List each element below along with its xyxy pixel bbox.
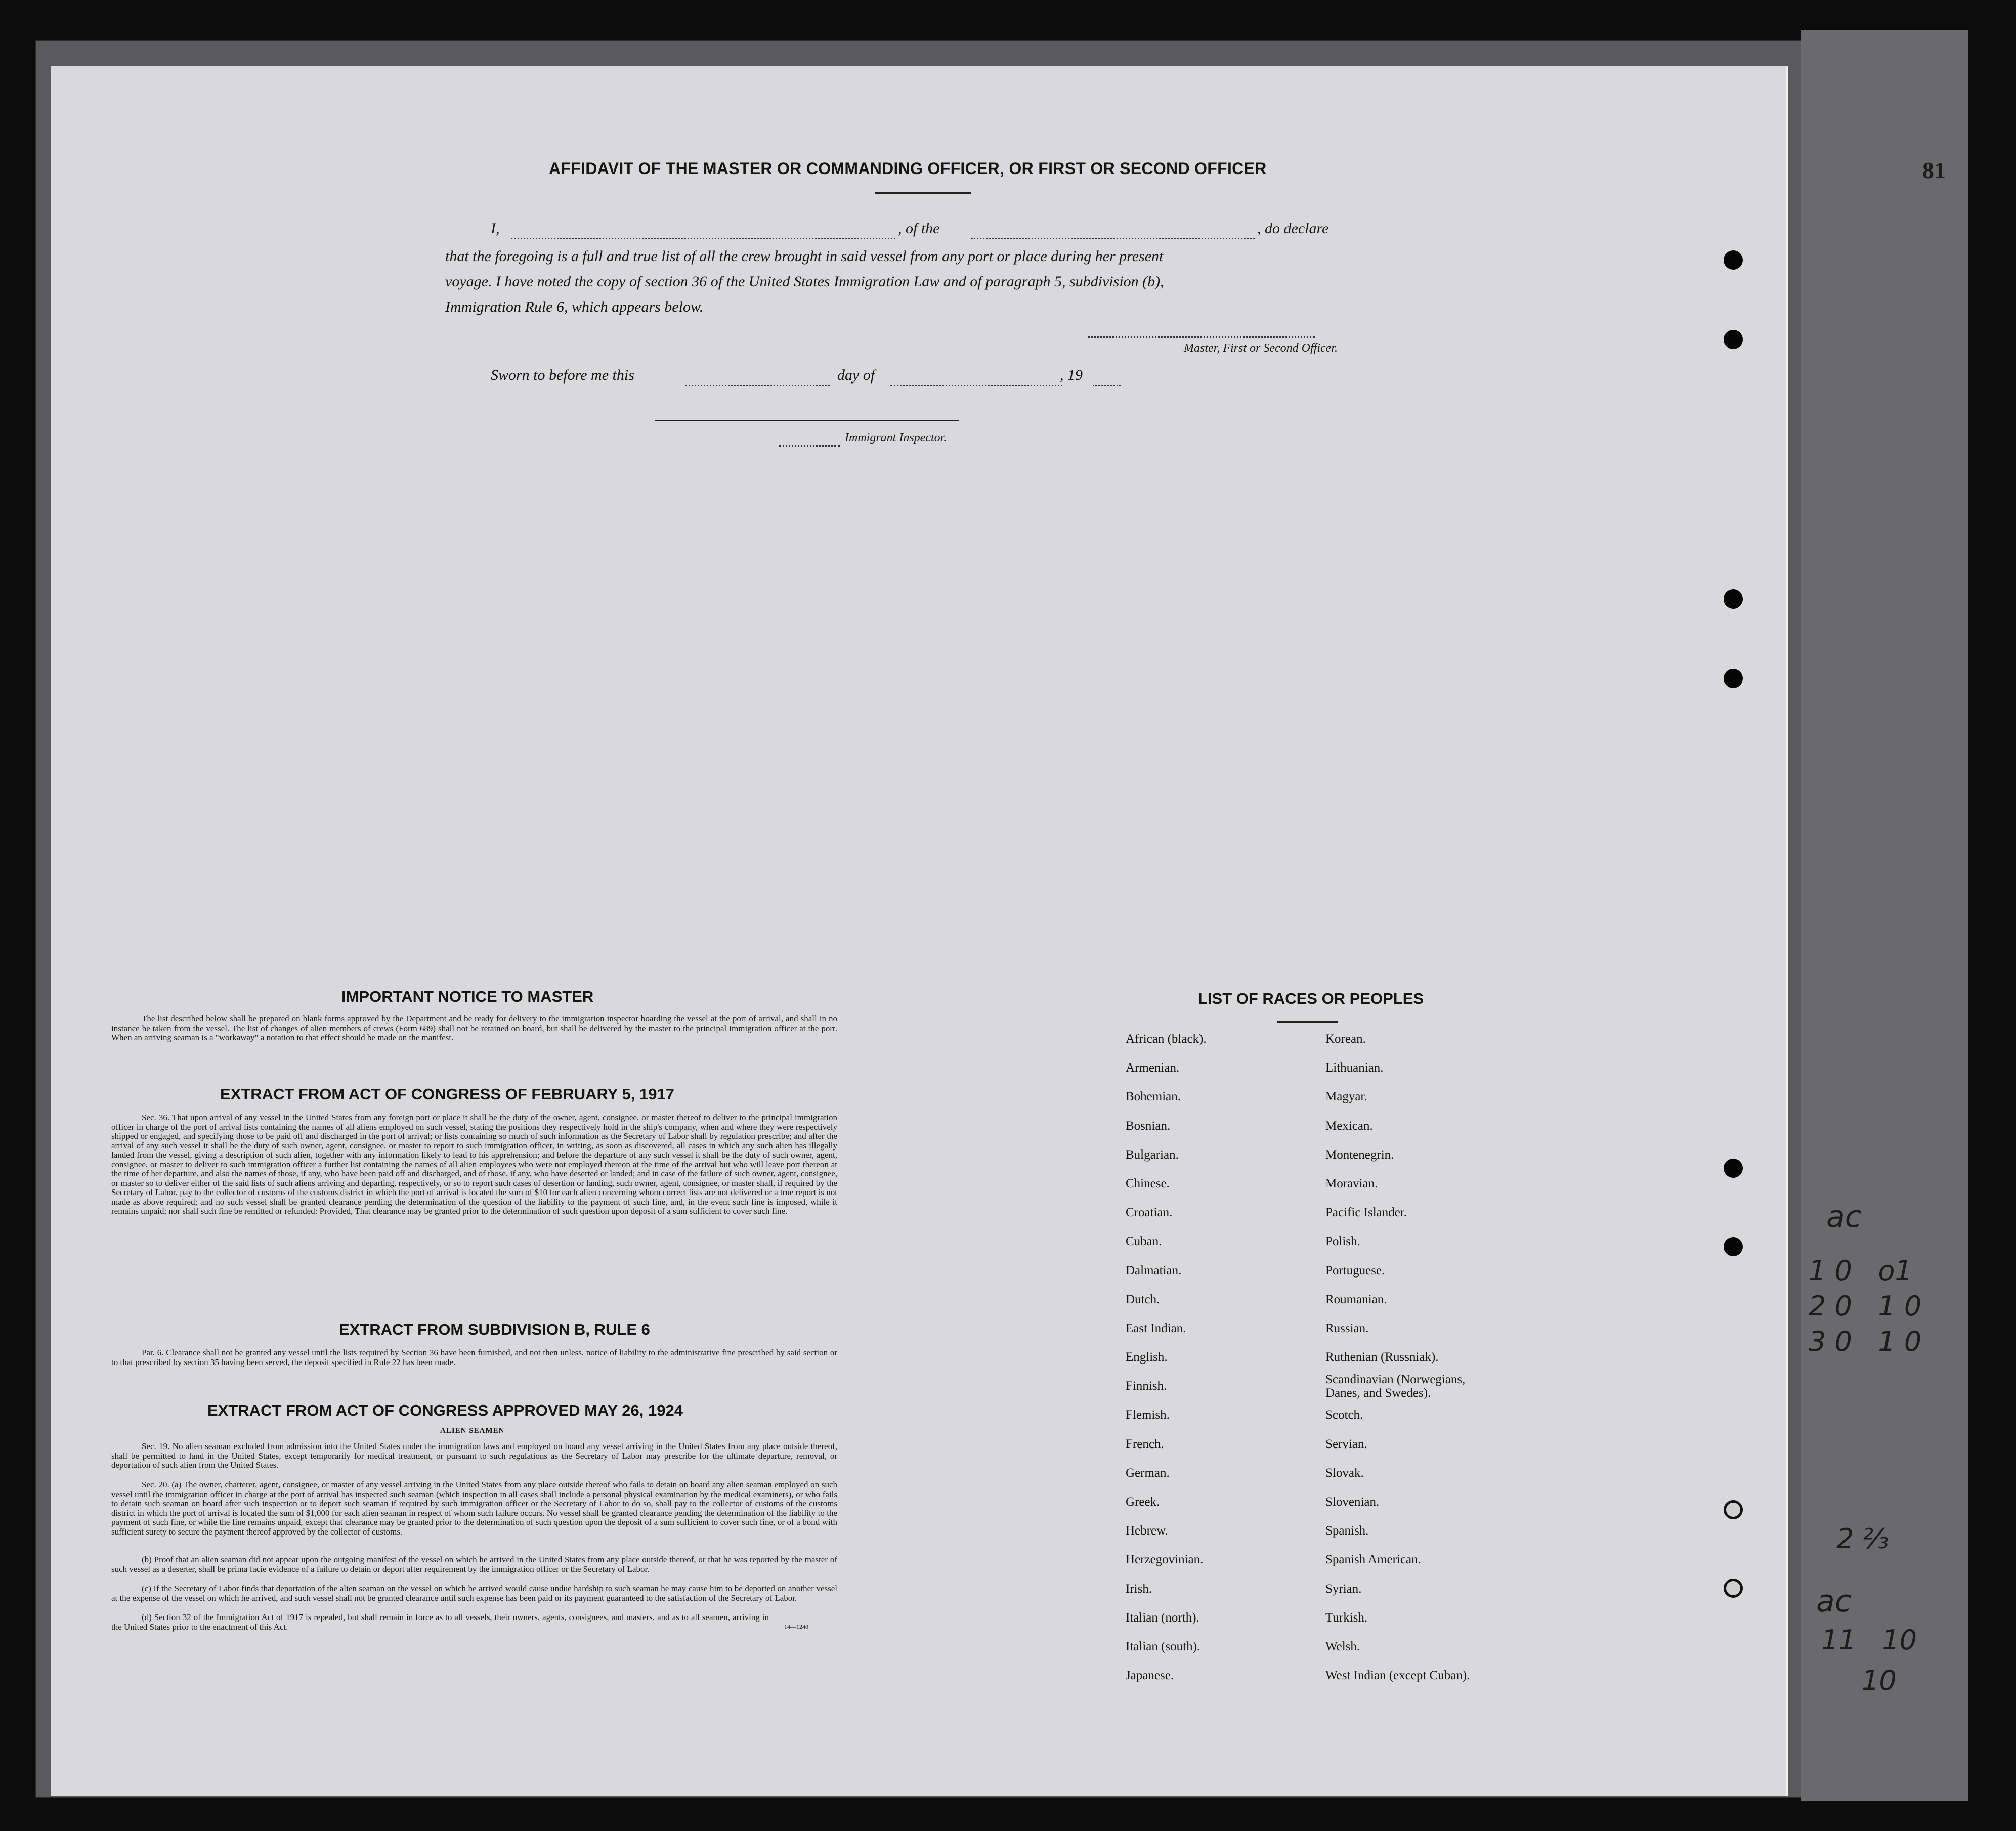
affidavit-title: AFFIDAVIT OF THE MASTER OR COMMANDING OFFICER, OR FIRST OR SECOND OFFICER <box>549 159 1267 178</box>
race-item: Moravian. <box>1325 1176 1378 1190</box>
sworn-month-blank <box>890 385 1062 386</box>
race-item: Italian (north). <box>1126 1610 1199 1625</box>
extract3-p5: (d) Section 32 of the Immigration Act of 1917 is repealed, but shall remain in force as to all vessels, their owners, agents, consignees, and masters, and as to all seamen, arriving in the United States prior to the enactment of this Act. <box>111 1612 769 1632</box>
race-item: Spanish American. <box>1325 1553 1421 1567</box>
extract3-heading: EXTRACT FROM ACT OF CONGRESS APPROVED MAY 26, 1924 <box>207 1401 683 1419</box>
race-item: West Indian (except Cuban). <box>1325 1669 1470 1683</box>
races-heading: LIST OF RACES OR PEOPLES <box>1198 990 1424 1007</box>
races-column-1 <box>1126 1025 1207 1690</box>
extract3-p2: Sec. 20. (a) The owner, charterer, agent, consignee, or master of any vessel arriving in the United States from any place outside thereof who fails to detain on board any alien seaman employed on such vessel until the immigration officer in charge at the port of arrival has inspected such seaman (which inspection in all cases shall include a personal physical examination by the medical examiners), or who fails to detain such seaman on board after such inspection or to deport such seaman if required by such immigration officer or the Secretary of Labor to do so, shall pay to the collector of customs of the customs district in which the port of arrival is located the sum of $1,000 for each alien seaman in respect of whom such failure occurs. No vessel shall be granted clearance pending the determination of the liability to the payment of such fine, or while the fine remains unpaid, except that clearance may be granted prior to the determination of such question upon the deposit of a sum sufficient to cover such fine, or of a bond with sufficient surety to secure the payment thereof approved by the collector of customs. <box>111 1480 837 1537</box>
extract3-subheading: ALIEN SEAMEN <box>440 1427 505 1435</box>
race-item: French. <box>1126 1437 1164 1451</box>
race-item: Syrian. <box>1325 1582 1362 1596</box>
punch-hole <box>1724 1159 1743 1178</box>
punch-hole <box>1724 589 1743 609</box>
master-label: Master, First or Second Officer. <box>1184 342 1338 355</box>
extract1-heading: EXTRACT FROM ACT OF CONGRESS OF FEBRUARY 5, 1917 <box>220 1085 674 1103</box>
inspector-dots <box>779 445 840 447</box>
race-item: Polish. <box>1325 1234 1360 1249</box>
race-item: Bulgarian. <box>1126 1147 1179 1162</box>
handwritten-mark: 2 ⅔ <box>1836 1523 1889 1555</box>
race-item: Bosnian. <box>1126 1119 1171 1133</box>
vessel-blank <box>971 238 1255 239</box>
race-item: Mexican. <box>1325 1119 1373 1133</box>
handwritten-mark: 2 0 1 0 <box>1809 1290 1922 1322</box>
notice-heading: IMPORTANT NOTICE TO MASTER <box>341 988 594 1005</box>
race-item: East Indian. <box>1126 1321 1186 1335</box>
inspector-signature-line <box>655 420 959 421</box>
race-item: Dutch. <box>1126 1292 1160 1306</box>
sworn-day-blank <box>685 385 830 386</box>
race-item: Slovak. <box>1325 1466 1364 1480</box>
race-item: Russian. <box>1325 1321 1369 1335</box>
handwritten-mark: ac <box>1816 1584 1852 1619</box>
race-item: Flemish. <box>1126 1408 1170 1422</box>
race-item: Lithuanian. <box>1325 1061 1384 1075</box>
race-item: Herzegovinian. <box>1126 1553 1204 1567</box>
name-blank <box>511 238 895 239</box>
affidavit-line4: Immigration Rule 6, which appears below. <box>445 299 704 315</box>
handwritten-mark: 3 0 1 0 <box>1809 1326 1922 1357</box>
day-of-text: day of <box>837 367 875 384</box>
form-code: 14—1240 <box>784 1623 808 1630</box>
race-item: Korean. <box>1325 1032 1366 1046</box>
race-item: Japanese. <box>1126 1669 1174 1683</box>
race-item: Pacific Islander. <box>1325 1206 1407 1220</box>
sworn-text: Sworn to before me this <box>491 367 634 384</box>
race-item: Chinese. <box>1126 1176 1170 1190</box>
master-signature-line <box>1088 336 1315 338</box>
race-item: African (black). <box>1126 1032 1207 1046</box>
race-item: Scotch. <box>1325 1408 1363 1422</box>
race-item: Hebrew. <box>1126 1524 1168 1538</box>
race-item: Montenegrin. <box>1325 1147 1394 1162</box>
punch-hole <box>1724 669 1743 688</box>
handwritten-mark: 10 <box>1862 1665 1897 1696</box>
race-item: Greek. <box>1126 1495 1160 1509</box>
manifest-page <box>51 66 1788 1796</box>
race-item: Croatian. <box>1126 1206 1173 1220</box>
affidavit-of-the: , of the <box>898 220 940 237</box>
race-item: Slovenian. <box>1325 1495 1380 1509</box>
punch-hole <box>1724 1237 1743 1256</box>
title-underline <box>875 192 971 194</box>
race-item: Roumanian. <box>1325 1292 1387 1306</box>
punch-hole <box>1724 250 1743 270</box>
notice-text: The list described below shall be prepared on blank forms approved by the Department and be ready for delivery to the immigration inspector boarding the vessel at the port of arrival, and shall in no instance be taken from the vessel. The list of changes of alien members of crews (Form 689) shall not be retained on board, but shall be delivered by the master to the principal immigration officer at the port. When an arriving seaman is a "workaway" a notation to that effect should be made on the manifest. <box>111 1014 837 1042</box>
race-item: Armenian. <box>1126 1061 1180 1075</box>
race-item: Dalmatian. <box>1126 1263 1182 1278</box>
race-item: Magyar. <box>1325 1090 1367 1104</box>
affidavit-i: I, <box>491 220 500 237</box>
race-item: Spanish. <box>1325 1524 1369 1538</box>
inspector-label: Immigrant Inspector. <box>845 431 947 444</box>
race-item: Turkish. <box>1325 1610 1368 1625</box>
year-blank <box>1093 385 1121 386</box>
affidavit-line3: voyage. I have noted the copy of section 36 of the United States Immigration Law and of paragraph 5, subdivision (b), <box>445 273 1164 290</box>
race-item: Cuban. <box>1126 1234 1162 1249</box>
extract2-text: Par. 6. Clearance shall not be granted any vessel until the lists required by Section 36 have been furnished, and not then unless, notice of liability to the administrative fine prescribed by said section or to that prescribed by section 35 having been served, the deposit specified in Rule 22 has been made. <box>111 1348 837 1367</box>
handwritten-mark: 1 0 o1 <box>1809 1255 1912 1287</box>
race-item: Scandinavian (Norwegians, Danes, and Swedes). <box>1325 1373 1466 1400</box>
handwritten-mark: 11 10 <box>1821 1624 1917 1656</box>
races-column-2 <box>1325 1025 1477 1690</box>
punch-hole <box>1724 330 1743 349</box>
affidavit-line2: that the foregoing is a full and true list of all the crew brought in said vessel from any port or place during her present <box>445 248 1164 265</box>
race-item: Bohemian. <box>1126 1090 1181 1104</box>
punch-hole <box>1724 1500 1743 1519</box>
extract3-p3: (b) Proof that an alien seaman did not appear upon the outgoing manifest of the vessel on which he arrived in the United States from any place outside thereof, or that he was reported by the master of such vessel as a deserter, shall be prima facie evidence of a failure to detain or deport after requirement by the immigration officer or the Secretary of Labor. <box>111 1555 837 1574</box>
race-item: Ruthenian (Russniak). <box>1325 1350 1439 1365</box>
page-number: 81 <box>1922 157 1946 183</box>
race-item: Italian (south). <box>1126 1639 1200 1653</box>
race-item: Servian. <box>1325 1437 1367 1451</box>
races-underline <box>1277 1021 1338 1023</box>
year-text: , 19 <box>1060 367 1083 384</box>
extract2-heading: EXTRACT FROM SUBDIVISION B, RULE 6 <box>339 1321 650 1338</box>
extract3-p4: (c) If the Secretary of Labor finds that deportation of the alien seaman on the vessel on which he arrived would cause undue hardship to such seaman he may cause him to be deported on another vessel at the expense of the vessel on which he arrived, and such vessel shall not be granted clearance until such expense has been paid or its payment guaranteed to the satisfaction of the Secretary of Labor. <box>111 1584 837 1603</box>
race-item: Portuguese. <box>1325 1263 1385 1278</box>
race-item: German. <box>1126 1466 1170 1480</box>
race-item: Irish. <box>1126 1582 1152 1596</box>
handwritten-mark: ac <box>1826 1199 1862 1234</box>
race-item: English. <box>1126 1350 1168 1365</box>
extract1-text: Sec. 36. That upon arrival of any vessel in the United States from any foreign port or place it shall be the duty of the owner, agent, consignee, or master thereof to deliver to the principal immigration officer in charge of the port of arrival lists containing the names of all aliens employed on such vessel, stating the positions they respectively hold in the ship's company, when and where they were respectively shipped or engaged, and specifying those to be paid off and discharged in the port of arrival; or lists containing so much of such information as the Secretary of Labor shall by regulation prescribe; and after the arrival of any such vessel it shall be the duty of such owner, agent, consignee, or master to report to such immigration officer, in writing, as soon as discovered, all cases in which any such alien has illegally landed from the vessel, giving a description of such alien, together with any information likely to lead to his apprehension; and before the departure of any such vessel it shall be the duty of such owner, agent, consignee, or master to deliver to such immigration officer a further list containing the names of all alien employees who were not employed thereon at the time of the arrival but who will leave port thereon at the time of her departure, and also the names of those, if any, who have been paid off and discharged, and of those, if any, who have deserted or landed; and in case of the failure of such owner, agent, consignee, or master so to deliver either of the said lists of such aliens arriving and departing, respectively, or so to report such cases of desertion or landing, such owner, agent, consignee, or master shall, if required by the Secretary of Labor, pay to the collector of customs of the customs district in which the port of arrival is located the sum of $10 for each alien concerning whom correct lists are not delivered or a true report is not made as above required; and no such vessel shall be granted clearance pending the determination of the question of the liability to the payment of such fine, and, in the event such fine is imposed, while it remains unpaid; nor shall such fine be remitted or refunded: Provided, That clearance may be granted prior to the determination of such question upon deposit of a sum sufficient to cover such fine. <box>111 1113 837 1216</box>
race-item: Welsh. <box>1325 1639 1360 1653</box>
affidavit-declare: , do declare <box>1257 220 1329 237</box>
extract3-p1: Sec. 19. No alien seaman excluded from admission into the United States under the immigration laws and employed on board any vessel arriving in the United States from any place outside thereof, shall be permitted to land in the United States, except temporarily for medical treatment, or pursuant to such regulations as the Secretary of Labor may prescribe for the ultimate departure, removal, or deportation of such alien from the United States. <box>111 1441 837 1470</box>
race-item: Finnish. <box>1126 1379 1167 1393</box>
punch-hole <box>1724 1579 1743 1598</box>
